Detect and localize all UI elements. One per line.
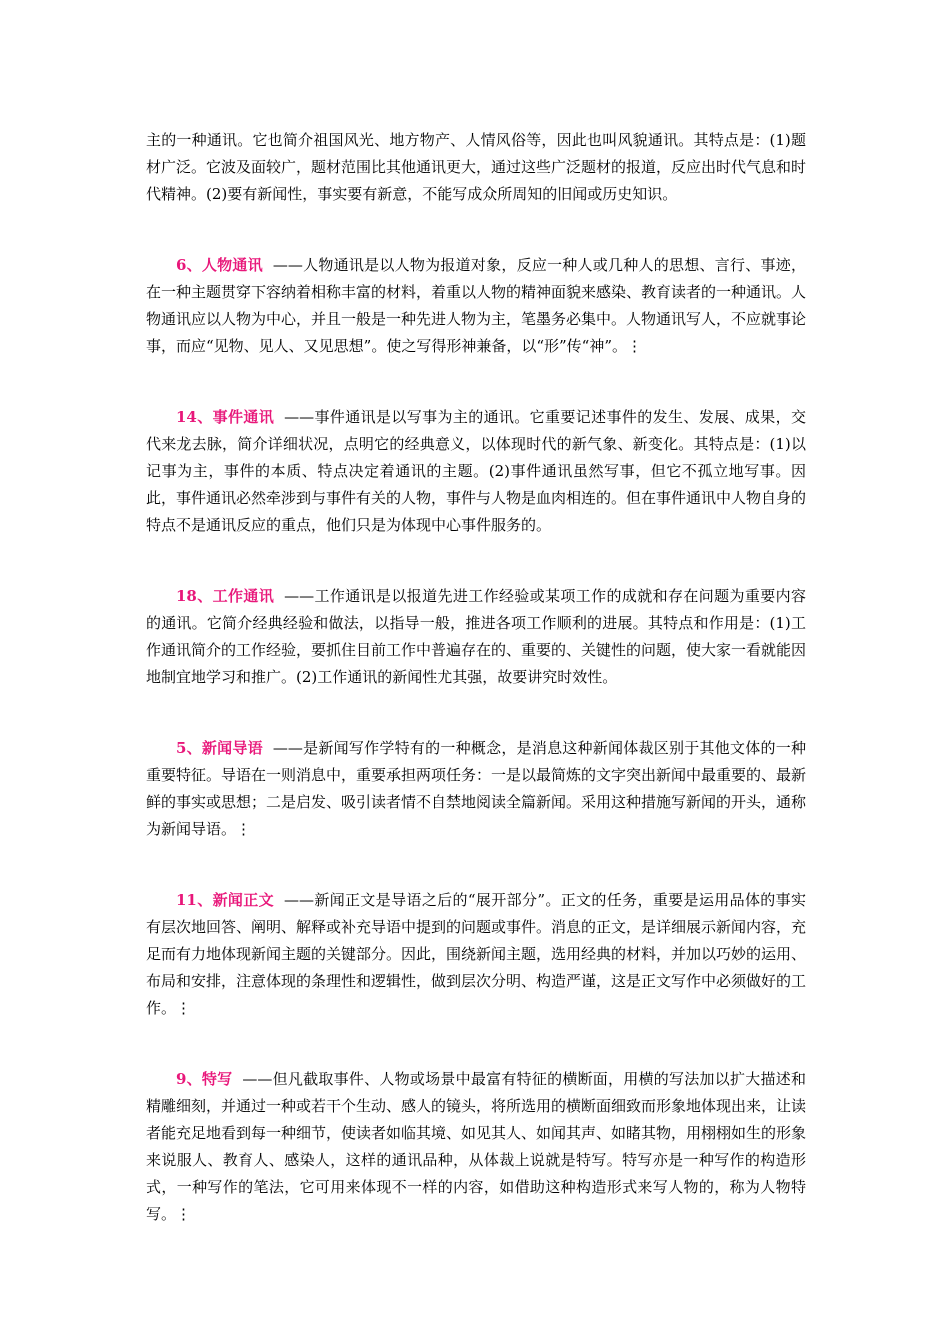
paragraph-body: ——工作通讯是以报道先进工作经验或某项工作的成就和存在问题为重要内容的通讯。它简介经典经验和做法，以指导一般，推进各项工作顺利的进展。其特点和作用是：(1)工作通讯简介的工作经验，要抓住目前工作中普遍存在的、重要的、关键性的问题，使大家一看就能因地制宜地学习和推广。(2)工作通讯的新闻性尤其强，故要讲究时效性。 bbox=[146, 587, 807, 686]
paragraph-body: ——是新闻写作学特有的一种概念，是消息这种新闻体裁区别于其他文体的一种重要特征。导语在一则消息中，重要承担两项任务：一是以最简炼的文字突出新闻中最重要的、最新鲜的事实或思想；二是启发、吸引读者情不自禁地阅读全篇新闻。采用这种措施写新闻的开头，通称为新闻导语。⋮ bbox=[146, 739, 807, 838]
paragraph-work-report bbox=[146, 583, 806, 691]
term-heading: 5、新闻导语 bbox=[176, 739, 263, 757]
document-page bbox=[146, 127, 806, 1228]
paragraph-body: 主的一种通讯。它也简介祖国风光、地方物产、人情风俗等，因此也叫风貌通讯。其特点是：(1)题材广泛。它波及面较广，题材范围比其他通讯更大，通过这些广泛题材的报道，反应出时代气息和时代精神。(2)要有新闻性，事实要有新意，不能写成众所周知的旧闻或历史知识。 bbox=[146, 131, 807, 203]
paragraph-person-report bbox=[146, 252, 806, 360]
paragraph-body: ——新闻正文是导语之后的“展开部分”。正文的任务，重要是运用品体的事实有层次地回答、阐明、解释或补充导语中提到的问题或事件。消息的正文，是详细展示新闻内容，充足而有力地体现新闻主题的关键部分。因此，围绕新闻主题，选用经典的材料，并加以巧妙的运用、布局和安排，注意体现的条理性和逻辑性，做到层次分明、构造严谨，这是正文写作中必须做好的工作。⋮ bbox=[146, 891, 807, 1017]
paragraph-news-lead bbox=[146, 735, 806, 843]
term-heading: 9、特写 bbox=[176, 1070, 233, 1088]
paragraph-body: ——事件通讯是以写事为主的通讯。它重要记述事件的发生、发展、成果，交代来龙去脉，简介详细状况，点明它的经典意义，以体现时代的新气象、新变化。其特点是：(1)以记事为主，事件的本质、特点决定着通讯的主题。(2)事件通讯虽然写事，但它不孤立地写事。因此，事件通讯必然牵涉到与事件有关的人物，事件与人物是血肉相连的。但在事件通讯中人物自身的特点不是通讯反应的重点，他们只是为体现中心事件服务的。 bbox=[146, 408, 807, 534]
paragraph-body: ——但凡截取事件、人物或场景中最富有特征的横断面，用横的写法加以扩大描述和精雕细刻，并通过一种或若干个生动、感人的镜头，将所选用的横断面细致而形象地体现出来，让读者能充足地看到每一种细节，使读者如临其境、如见其人、如闻其声、如睹其物，用栩栩如生的形象来说服人、教育人、感染人，这样的通讯品种，从体裁上说就是特写。特写亦是一种写作的构造形式，一种写作的笔法，它可用来体现不一样的内容，如借助这种构造形式来写人物的，称为人物特写。⋮ bbox=[146, 1070, 807, 1223]
term-heading: 6、人物通讯 bbox=[176, 256, 263, 274]
paragraph-feature bbox=[146, 1066, 806, 1228]
paragraph-event-report bbox=[146, 404, 806, 539]
term-heading: 11、新闻正文 bbox=[176, 891, 274, 909]
paragraph-scenery-continuation bbox=[146, 127, 806, 208]
term-heading: 18、工作通讯 bbox=[176, 587, 275, 605]
paragraph-news-body bbox=[146, 887, 806, 1022]
paragraph-body: ——人物通讯是以人物为报道对象，反应一种人或几种人的思想、言行、事迹，在一种主题贯穿下容纳着相称丰富的材料，着重以人物的精神面貌来感染、教育读者的一种通讯。人物通讯应以人物为中心，并且一般是一种先进人物为主，笔墨务必集中。人物通讯写人，不应就事论事，而应“见物、见人、又见思想”。使之写得形神兼备，以“形”传“神”。⋮ bbox=[146, 256, 807, 355]
term-heading: 14、事件通讯 bbox=[176, 408, 275, 426]
